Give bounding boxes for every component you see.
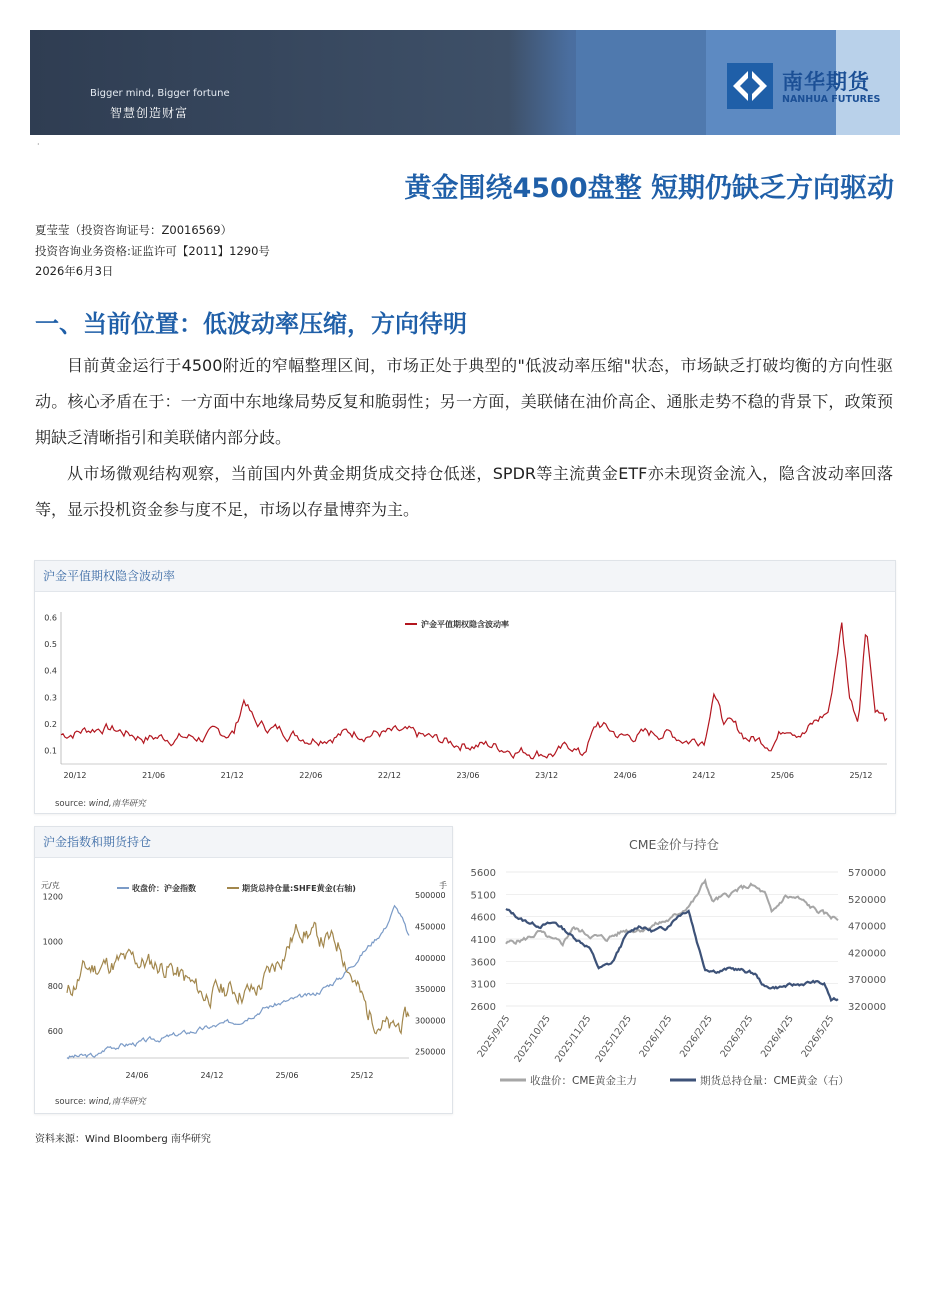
- open-interest-series-line: [67, 922, 409, 1033]
- chart-source: source: wind,南华研究: [55, 799, 146, 809]
- legend-label: 收盘价：沪金指数: [132, 884, 196, 893]
- x-tick-label: 22/06: [299, 771, 323, 780]
- left-tick-label: 4600: [470, 912, 496, 924]
- left-tick-label: 1200: [42, 892, 63, 902]
- author: 夏莹莹（投资咨询证号：Z0016569）: [35, 223, 233, 237]
- y-tick-label: 0.6: [44, 613, 57, 623]
- right-tick-label: 300000: [415, 1016, 446, 1026]
- right-tick-label: 400000: [415, 953, 446, 963]
- left-tick-label: 5100: [470, 890, 496, 902]
- left-tick-label: 1000: [42, 937, 63, 947]
- legend-label: 收盘价：CME黄金主力: [530, 1075, 638, 1087]
- report-title: 黄金围绕4500盘整 短期仍缺乏方向驱动: [404, 173, 894, 204]
- license: 投资咨询业务资格:证监许可【2011】1290号: [35, 244, 270, 258]
- section-heading: 一、当前位置：低波动率压缩，方向待明: [35, 310, 467, 338]
- y-tick-label: 0.2: [44, 720, 57, 729]
- right-tick-label: 420000: [848, 948, 887, 960]
- cme-chart: [462, 830, 887, 1100]
- x-tick-label: 2025/12/25: [593, 1013, 634, 1065]
- legend-label: 沪金平值期权隐含波动率: [421, 620, 509, 629]
- right-tick-label: 250000: [415, 1047, 446, 1057]
- right-tick-label: 450000: [415, 922, 446, 932]
- divider-dot: ·: [37, 140, 40, 149]
- nanhua-logo-icon: [727, 63, 773, 109]
- paragraph-2: 从市场微观结构观察，当前国内外黄金期货成交持仓低迷，SPDR等主流黄金ETF亦未现资金流入，隐含波动率回落等，显示投机资金参与度不足，市场以存量博弈为主。: [35, 464, 893, 519]
- x-tick-label: 24/12: [200, 1071, 224, 1080]
- x-tick-label: 2026/4/25: [759, 1013, 796, 1060]
- y-tick-label: 0.5: [44, 640, 57, 649]
- legend-label: 期货总持仓量：CME黄金（右）: [700, 1075, 850, 1087]
- left-tick-label: 4100: [470, 935, 496, 946]
- x-tick-label: 2025/9/25: [475, 1013, 513, 1060]
- right-tick-label: 350000: [415, 985, 446, 995]
- right-tick-label: 370000: [848, 975, 887, 987]
- open-interest-series-line: [506, 909, 838, 1001]
- x-tick-label: 22/12: [377, 771, 401, 780]
- right-tick-label: 500000: [415, 891, 446, 901]
- x-tick-label: 23/06: [456, 771, 480, 780]
- x-tick-label: 2026/5/25: [799, 1013, 837, 1060]
- x-tick-label: 24/06: [125, 1071, 149, 1080]
- x-tick-label: 25/12: [350, 1071, 374, 1080]
- x-tick-label: 23/12: [535, 771, 559, 780]
- x-tick-label: 21/12: [220, 771, 244, 780]
- left-unit-label: 元/克: [41, 881, 60, 890]
- x-tick-label: 2026/3/25: [718, 1013, 756, 1060]
- chart-title: 沪金指数和期货持仓: [35, 827, 452, 858]
- x-tick-label: 2026/1/25: [637, 1013, 675, 1060]
- left-tick-label: 3600: [470, 957, 496, 969]
- banner-stripe: [576, 30, 706, 135]
- price-series-line: [506, 881, 838, 946]
- left-tick-label: 600: [47, 1027, 63, 1037]
- x-tick-label: 20/12: [63, 771, 87, 780]
- paragraph-1: 目前黄金运行于4500附近的窄幅整理区间，市场正处于典型的"低波动率压缩"状态，市场缺乏打破均衡的方向性驱动。核心矛盾在于：一方面中东地缘局势反复和脆弱性；另一方面，美联储在油价高企、通胀走势不稳的背景下，政策预期缺乏清晰指引和美联储内部分歧。: [35, 356, 893, 447]
- x-tick-label: 2026/2/25: [678, 1013, 715, 1060]
- x-tick-label: 25/06: [770, 771, 794, 780]
- y-tick-label: 0.1: [44, 746, 57, 756]
- chart-panel-iv: [34, 560, 896, 814]
- x-tick-label: 25/06: [275, 1071, 299, 1080]
- iv-series-line: [61, 623, 887, 759]
- chart-title: 沪金平值期权隐含波动率: [35, 561, 895, 592]
- y-tick-label: 0.3: [44, 693, 57, 703]
- right-tick-label: 320000: [848, 1002, 887, 1013]
- chart-source: source: wind,南华研究: [55, 1097, 146, 1107]
- x-tick-label: 2025/11/25: [553, 1013, 594, 1065]
- chart-title: CME金价与持仓: [629, 837, 719, 852]
- slogan-english: Bigger mind, Bigger fortune: [90, 88, 230, 99]
- x-tick-label: 24/06: [613, 771, 637, 780]
- y-tick-label: 0.4: [44, 666, 57, 676]
- data-source-note: 资料来源：Wind Bloomberg 南华研究: [35, 1134, 211, 1145]
- x-tick-label: 25/12: [849, 771, 873, 780]
- company-name-cn: 南华期货: [782, 70, 870, 94]
- right-tick-label: 470000: [848, 921, 887, 933]
- left-tick-label: 2600: [470, 1002, 496, 1013]
- company-name-en: NANHUA FUTURES: [782, 94, 881, 105]
- x-tick-label: 2025/10/25: [512, 1013, 553, 1065]
- chart-panel-shfe: [34, 826, 453, 1114]
- iv-chart: [35, 592, 895, 782]
- shfe-chart: [35, 858, 452, 1088]
- left-tick-label: 5600: [470, 868, 496, 879]
- right-unit-label: 手: [439, 881, 447, 890]
- left-tick-label: 800: [47, 982, 63, 992]
- x-tick-label: 24/12: [692, 771, 716, 780]
- right-tick-label: 570000: [848, 868, 887, 879]
- slogan-chinese: 智慧创造财富: [110, 106, 189, 120]
- header-banner: [30, 30, 900, 135]
- left-tick-label: 3100: [470, 979, 496, 991]
- legend-label: 期货总持仓量:SHFE黄金(右轴): [242, 884, 356, 893]
- report-date: 2026年6月3日: [35, 264, 114, 278]
- right-tick-label: 520000: [848, 894, 887, 906]
- x-tick-label: 21/06: [142, 771, 166, 780]
